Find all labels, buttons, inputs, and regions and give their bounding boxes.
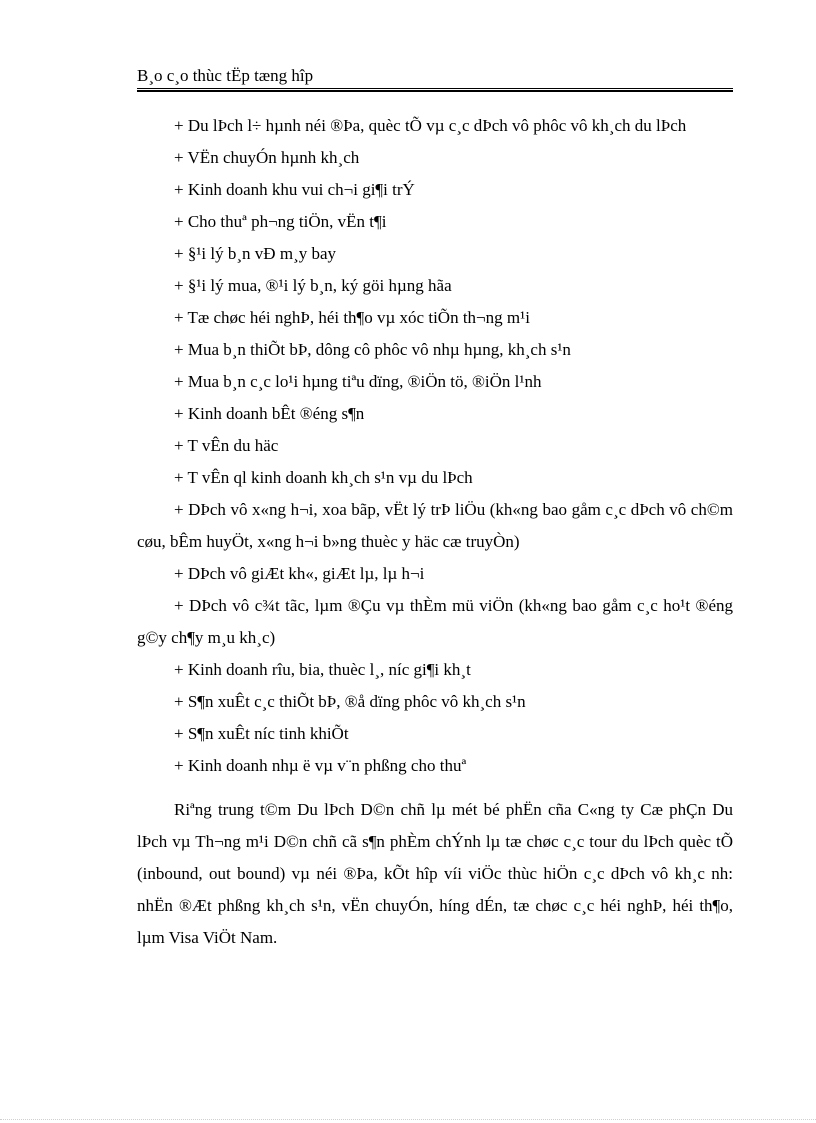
list-item: + Du lÞch l÷ hµnh néi ®Þa, quèc tÕ vµ c¸c dÞch vô phôc vô kh¸ch du lÞch	[174, 116, 687, 135]
header-rule-thin	[137, 88, 733, 89]
list-item: + DÞch vô x«ng h¬i, xoa bãp, vËt lý trÞ liÖu (kh«ng bao gåm c¸c dÞch vô ch©m cøu, bÊm huyÖt, x«ng h¬i b»ng thuèc y häc cæ truyÒn)	[137, 500, 733, 551]
list-item: + Cho thuª ph¬ng tiÖn, vËn t¶i	[174, 212, 387, 231]
list-item: + Mua b¸n c¸c lo¹i hµng tiªu dïng, ®iÖn tö, ®iÖn l¹nh	[174, 372, 542, 391]
list-item: + Kinh doanh khu vui ch¬i gi¶i trÝ	[174, 180, 415, 199]
list-item: + Kinh doanh nhµ ë vµ v¨n phßng cho thuª	[174, 756, 467, 775]
header-rule-thick	[137, 90, 733, 92]
list-item: + DÞch vô giÆt kh«, giÆt lµ, lµ h¬i	[174, 564, 425, 583]
body-paragraph: Riªng trung t©m Du lÞch D©n chñ lµ mét bé phËn cña C«ng ty Cæ phÇn Du lÞch vµ Th¬ng m¹i D©n chñ cã s¶n phÈm chÝnh lµ tæ chøc c¸c tour du lÞch quèc tÕ (inbound, out bound) vµ néi ®Þa, kÕt hîp víi viÖc thùc hiÖn c¸c dÞch vô kh¸c nh: nhËn ®Æt phßng kh¸ch s¹n, vËn chuyÓn, híng dÉn, tæ chøc c¸c héi nghÞ, héi th¶o, lµm Visa ViÖt Nam.	[137, 800, 733, 947]
list-item: + §¹i lý b¸n vÐ m¸y bay	[174, 244, 336, 263]
list-item: + T vÊn ql kinh doanh kh¸ch s¹n vµ du lÞch	[174, 468, 473, 487]
list-item: + Kinh doanh rîu, bia, thuèc l¸, níc gi¶i kh¸t	[174, 660, 471, 679]
list-item: + Kinh doanh bÊt ®éng s¶n	[174, 404, 365, 423]
page-bottom-border	[0, 1119, 816, 1120]
list-item: + Tæ chøc héi nghÞ, héi th¶o vµ xóc tiÕn th¬ng m¹i	[174, 308, 530, 327]
list-item: + §¹i lý mua, ®¹i lý b¸n, ký göi hµng hãa	[174, 276, 452, 295]
list-item: + DÞch vô c¾t tãc, lµm ®Çu vµ thÈm mü viÖn (kh«ng bao gåm c¸c ho¹t ®éng g©y ch¶y m¸u kh¸c)	[137, 596, 733, 647]
list-item: + S¶n xuÊt c¸c thiÕt bÞ, ®å dïng phôc vô kh¸ch s¹n	[174, 692, 526, 711]
list-item: + Mua b¸n thiÕt bÞ, dông cô phôc vô nhµ hµng, kh¸ch s¹n	[174, 340, 571, 359]
list-item: + T vÊn du häc	[174, 436, 279, 455]
list-item: + S¶n xuÊt níc tinh khiÕt	[174, 724, 349, 743]
business-lines-list	[137, 110, 733, 782]
list-item: + VËn chuyÓn hµnh kh¸ch	[174, 148, 360, 167]
running-header: B¸o c¸o thùc tËp tæng hîp	[137, 66, 314, 85]
page-body	[137, 110, 733, 954]
